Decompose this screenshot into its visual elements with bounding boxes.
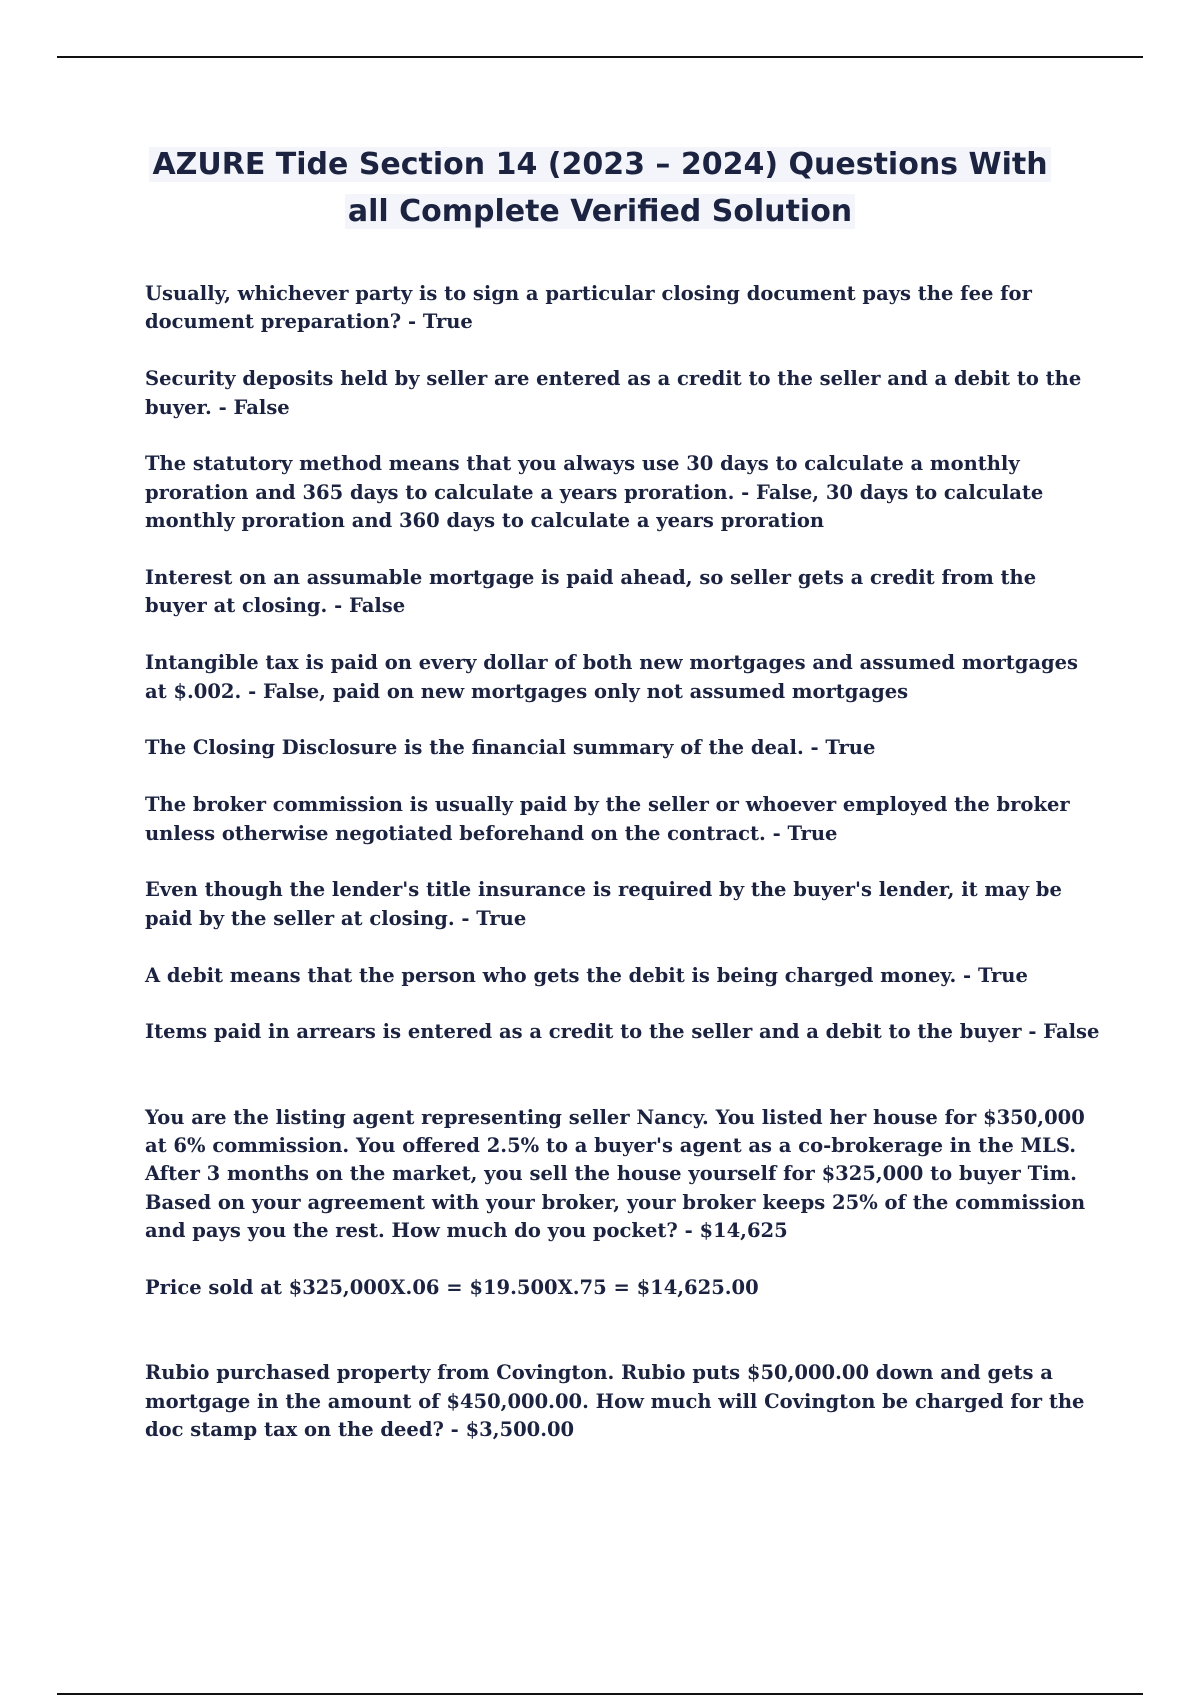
qa-item [145,365,1100,422]
top-rule [57,56,1143,58]
qa-text: Even though the lender's title insurance is required by the buyer's lender, it may be paid by the seller at closing. - True [145,878,1062,930]
qa-text: Items paid in arrears is entered as a credit to the seller and a debit to the buyer - False [145,1020,1100,1044]
title-line-2: all Complete Verified Solution [345,194,855,229]
qa-text: The Closing Disclosure is the financial summary of the deal. - True [145,736,876,760]
qa-text: You are the listing agent representing seller Nancy. You listed her house for $350,000 at 6% commission. You offered 2.5% to a buyer's agent as a co-brokerage in the MLS. After 3 months on the market, you sell the house yourself for $325,000 to buyer Tim. Based on your agreement with your broker, your broker keeps 25% of the commission and pays you the rest. How much do you pocket? - $14,625 [145,1105,1086,1243]
qa-text: Interest on an assumable mortgage is paid ahead, so seller gets a credit from the buyer at closing. - False [145,566,1037,618]
qa-item [145,280,1100,337]
question-answer-list [145,280,1100,1473]
bottom-rule [57,1693,1143,1695]
qa-item [145,1359,1100,1444]
title-line-1: AZURE Tide Section 14 (2023 – 2024) Questions With [149,147,1050,182]
qa-text: The broker commission is usually paid by the seller or whoever employed the broker unless otherwise negotiated beforehand on the contract. - True [145,793,1070,845]
qa-item [145,962,1100,990]
document-title [100,141,1100,235]
qa-calculation: Price sold at $325,000X.06 = $19.500X.75 = $14,625.00 [145,1276,759,1300]
qa-text: Intangible tax is paid on every dollar of both new mortgages and assumed mortgages at $.002. - False, paid on new mortgages only not assumed mortgages [145,651,1079,703]
qa-text: Security deposits held by seller are entered as a credit to the seller and a debit to the buyer. - False [145,367,1082,419]
qa-item [145,734,1100,762]
qa-text: The statutory method means that you always use 30 days to calculate a monthly proration and 365 days to calculate a years proration. - False, 30 days to calculate monthly proration and 360 days to calculate a years proration [145,452,1044,533]
qa-item [145,1018,1100,1046]
qa-text: A debit means that the person who gets the debit is being charged money. - True [145,963,1028,987]
qa-text: Rubio purchased property from Covington. Rubio puts $50,000.00 down and gets a mortgage in the amount of $450,000.00. How much will Covington be charged for the doc stamp tax on the deed? - $3,500.00 [145,1361,1085,1442]
qa-item [145,450,1100,535]
qa-text: Usually, whichever party is to sign a particular closing document pays the fee for document preparation? - True [145,282,1032,334]
qa-item [145,791,1100,848]
qa-item [145,876,1100,933]
qa-item [145,649,1100,706]
qa-item [145,1075,1100,1331]
qa-item [145,564,1100,621]
